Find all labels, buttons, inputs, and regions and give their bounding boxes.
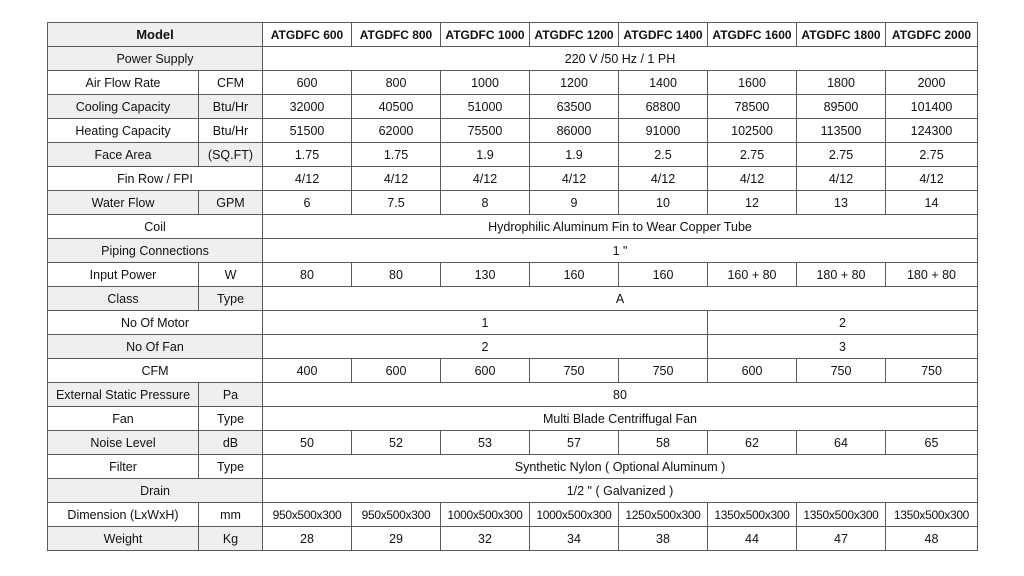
value-cell: 80: [263, 383, 978, 407]
table-row: [48, 455, 978, 479]
value-cell: 750: [797, 359, 886, 383]
parameter-cell: Dimension (LxWxH): [48, 503, 199, 527]
parameter-cell: No Of Fan: [48, 335, 263, 359]
value-cell: 80: [352, 263, 441, 287]
value-cell: 600: [708, 359, 797, 383]
table-row: [48, 431, 978, 455]
table-row: [48, 71, 978, 95]
value-cell: 124300: [886, 119, 978, 143]
value-cell: 950x500x300: [263, 503, 352, 527]
value-cell: 80: [263, 263, 352, 287]
value-cell: 101400: [886, 95, 978, 119]
value-cell: 1350x500x300: [797, 503, 886, 527]
value-cell: 1000: [441, 71, 530, 95]
value-cell: 2: [708, 311, 978, 335]
parameter-cell: Fan: [48, 407, 199, 431]
value-cell: 1.75: [352, 143, 441, 167]
parameter-cell: Weight: [48, 527, 199, 551]
model-name-cell: ATGDFC 800: [352, 23, 441, 47]
value-cell: 1000x500x300: [530, 503, 619, 527]
value-cell: 65: [886, 431, 978, 455]
value-cell: 1200: [530, 71, 619, 95]
table-row: [48, 239, 978, 263]
parameter-cell: Air Flow Rate: [48, 71, 199, 95]
value-cell: 91000: [619, 119, 708, 143]
value-cell: 160 + 80: [708, 263, 797, 287]
parameter-cell: Input Power: [48, 263, 199, 287]
value-cell: 1350x500x300: [708, 503, 797, 527]
value-cell: 8: [441, 191, 530, 215]
parameter-cell: Piping Connections: [48, 239, 263, 263]
value-cell: 4/12: [797, 167, 886, 191]
value-cell: 2.75: [708, 143, 797, 167]
table-row: [48, 359, 978, 383]
value-cell: 1.75: [263, 143, 352, 167]
value-cell: 51000: [441, 95, 530, 119]
value-cell: 34: [530, 527, 619, 551]
spec-table: [47, 22, 978, 551]
parameter-cell: Face Area: [48, 143, 199, 167]
unit-cell: Btu/Hr: [199, 119, 263, 143]
value-cell: 89500: [797, 95, 886, 119]
value-cell: 86000: [530, 119, 619, 143]
table-row: [48, 335, 978, 359]
value-cell: 400: [263, 359, 352, 383]
value-cell: 130: [441, 263, 530, 287]
parameter-cell: Drain: [48, 479, 263, 503]
value-cell: 64: [797, 431, 886, 455]
unit-cell: dB: [199, 431, 263, 455]
value-cell: 2.5: [619, 143, 708, 167]
table-row: [48, 263, 978, 287]
value-cell: 1800: [797, 71, 886, 95]
parameter-cell: Water Flow: [48, 191, 199, 215]
value-cell: 4/12: [619, 167, 708, 191]
table-row: [48, 383, 978, 407]
unit-cell: Type: [199, 287, 263, 311]
value-cell: 62: [708, 431, 797, 455]
value-cell: 44: [708, 527, 797, 551]
parameter-cell: CFM: [48, 359, 263, 383]
model-name-cell: ATGDFC 1400: [619, 23, 708, 47]
unit-cell: GPM: [199, 191, 263, 215]
value-cell: 75500: [441, 119, 530, 143]
parameter-cell: No Of Motor: [48, 311, 263, 335]
value-cell: 113500: [797, 119, 886, 143]
parameter-cell: Fin Row / FPI: [48, 167, 263, 191]
value-cell: 2: [263, 335, 708, 359]
value-cell: 2000: [886, 71, 978, 95]
parameter-cell: Noise Level: [48, 431, 199, 455]
value-cell: 1.9: [530, 143, 619, 167]
table-row: [48, 47, 978, 71]
value-cell: 6: [263, 191, 352, 215]
value-cell: 28: [263, 527, 352, 551]
table-row: [48, 503, 978, 527]
value-cell: 180 + 80: [797, 263, 886, 287]
value-cell: 600: [352, 359, 441, 383]
table-row: [48, 143, 978, 167]
parameter-cell: Power Supply: [48, 47, 263, 71]
value-cell: 32: [441, 527, 530, 551]
header-row: [48, 23, 978, 47]
unit-cell: CFM: [199, 71, 263, 95]
value-cell: 1400: [619, 71, 708, 95]
value-cell: 800: [352, 71, 441, 95]
table-row: [48, 95, 978, 119]
value-cell: 1250x500x300: [619, 503, 708, 527]
value-cell: 4/12: [263, 167, 352, 191]
value-cell: 38: [619, 527, 708, 551]
parameter-cell: Filter: [48, 455, 199, 479]
value-cell: 48: [886, 527, 978, 551]
value-cell: 1000x500x300: [441, 503, 530, 527]
model-name-cell: ATGDFC 1000: [441, 23, 530, 47]
table-row: [48, 407, 978, 431]
value-cell: 1600: [708, 71, 797, 95]
unit-cell: Type: [199, 455, 263, 479]
value-cell: 950x500x300: [352, 503, 441, 527]
model-name-cell: ATGDFC 600: [263, 23, 352, 47]
value-cell: 3: [708, 335, 978, 359]
value-cell: 53: [441, 431, 530, 455]
value-cell: 600: [263, 71, 352, 95]
table-row: [48, 311, 978, 335]
value-cell: 40500: [352, 95, 441, 119]
value-cell: 14: [886, 191, 978, 215]
value-cell: 57: [530, 431, 619, 455]
spec-table-body: [48, 23, 978, 551]
value-cell: 160: [530, 263, 619, 287]
unit-cell: (SQ.FT): [199, 143, 263, 167]
parameter-cell: External Static Pressure: [48, 383, 199, 407]
table-row: [48, 287, 978, 311]
value-cell: 7.5: [352, 191, 441, 215]
value-cell: 1.9: [441, 143, 530, 167]
value-cell: 750: [886, 359, 978, 383]
value-cell: 12: [708, 191, 797, 215]
parameter-cell: Cooling Capacity: [48, 95, 199, 119]
value-cell: 58: [619, 431, 708, 455]
value-cell: 62000: [352, 119, 441, 143]
value-cell: 4/12: [886, 167, 978, 191]
value-cell: 4/12: [708, 167, 797, 191]
value-cell: 29: [352, 527, 441, 551]
value-cell: Hydrophilic Aluminum Fin to Wear Copper Tube: [263, 215, 978, 239]
value-cell: 220 V /50 Hz / 1 PH: [263, 47, 978, 71]
value-cell: 4/12: [352, 167, 441, 191]
value-cell: 47: [797, 527, 886, 551]
unit-cell: Type: [199, 407, 263, 431]
value-cell: 102500: [708, 119, 797, 143]
value-cell: Synthetic Nylon ( Optional Aluminum ): [263, 455, 978, 479]
parameter-cell: Coil: [48, 215, 263, 239]
value-cell: 180 + 80: [886, 263, 978, 287]
parameter-cell: Class: [48, 287, 199, 311]
unit-cell: Btu/Hr: [199, 95, 263, 119]
value-cell: 1: [263, 311, 708, 335]
table-row: [48, 191, 978, 215]
value-cell: 4/12: [441, 167, 530, 191]
unit-cell: W: [199, 263, 263, 287]
value-cell: 68800: [619, 95, 708, 119]
model-name-cell: ATGDFC 1200: [530, 23, 619, 47]
unit-cell: Pa: [199, 383, 263, 407]
value-cell: 9: [530, 191, 619, 215]
value-cell: 63500: [530, 95, 619, 119]
value-cell: 600: [441, 359, 530, 383]
model-name-cell: ATGDFC 1800: [797, 23, 886, 47]
value-cell: 2.75: [886, 143, 978, 167]
model-name-cell: ATGDFC 2000: [886, 23, 978, 47]
value-cell: 4/12: [530, 167, 619, 191]
value-cell: 1 ": [263, 239, 978, 263]
value-cell: 10: [619, 191, 708, 215]
value-cell: 1/2 " ( Galvanized ): [263, 479, 978, 503]
value-cell: A: [263, 287, 978, 311]
table-row: [48, 479, 978, 503]
value-cell: 2.75: [797, 143, 886, 167]
value-cell: 52: [352, 431, 441, 455]
value-cell: 1350x500x300: [886, 503, 978, 527]
value-cell: 50: [263, 431, 352, 455]
table-row: [48, 167, 978, 191]
model-label-cell: Model: [48, 23, 263, 47]
parameter-cell: Heating Capacity: [48, 119, 199, 143]
value-cell: 750: [619, 359, 708, 383]
unit-cell: Kg: [199, 527, 263, 551]
table-row: [48, 119, 978, 143]
model-name-cell: ATGDFC 1600: [708, 23, 797, 47]
table-row: [48, 215, 978, 239]
value-cell: 13: [797, 191, 886, 215]
value-cell: 78500: [708, 95, 797, 119]
value-cell: 160: [619, 263, 708, 287]
value-cell: Multi Blade Centriffugal Fan: [263, 407, 978, 431]
unit-cell: mm: [199, 503, 263, 527]
value-cell: 51500: [263, 119, 352, 143]
value-cell: 32000: [263, 95, 352, 119]
table-row: [48, 527, 978, 551]
value-cell: 750: [530, 359, 619, 383]
